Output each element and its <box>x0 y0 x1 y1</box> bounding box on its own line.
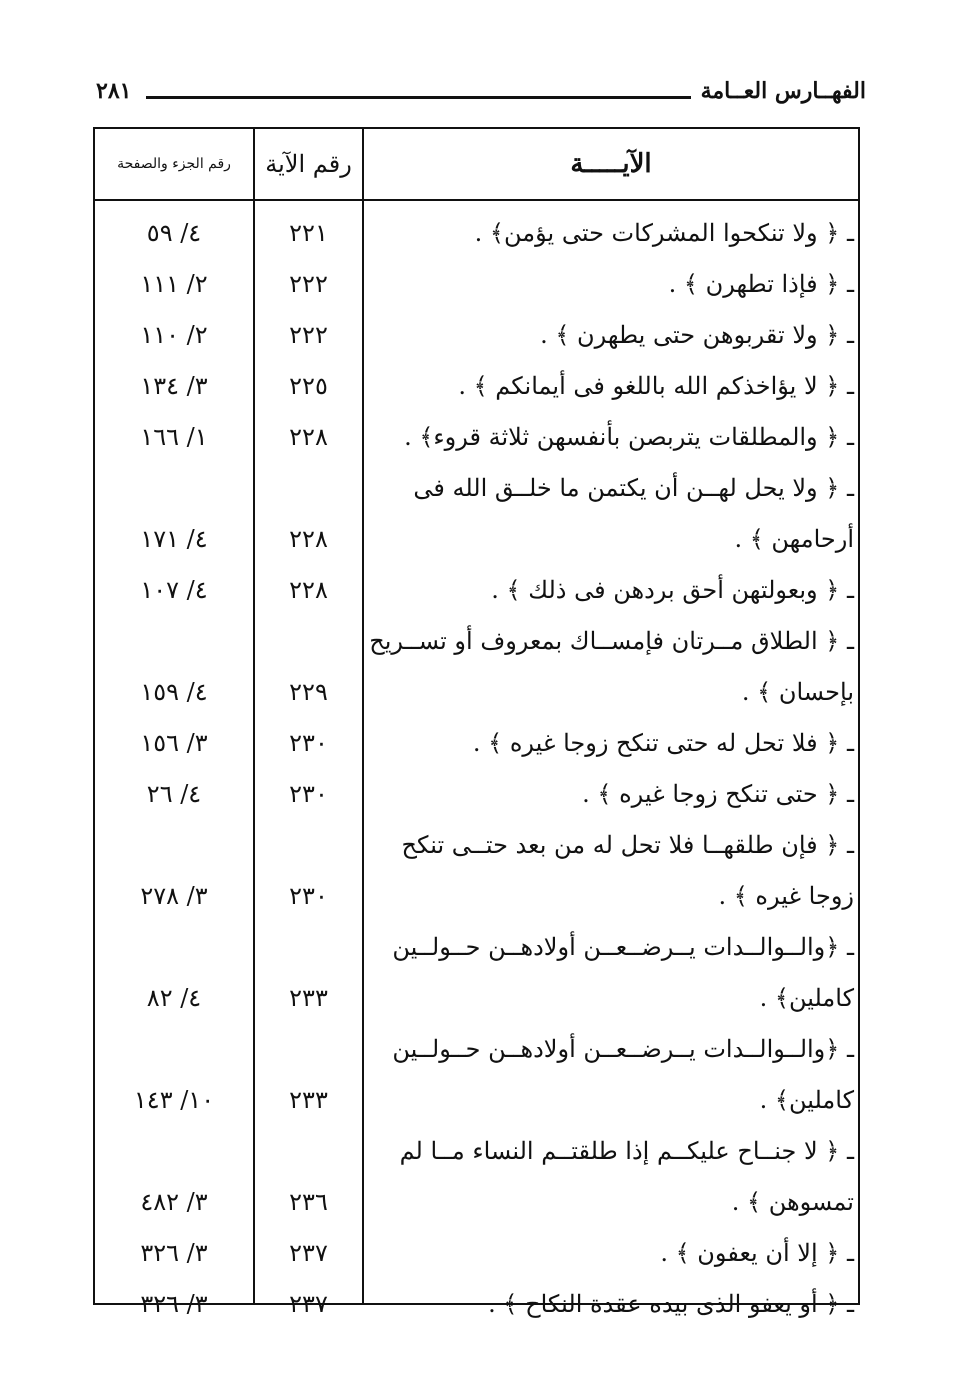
verse-number-cell: ٢٢٢ <box>289 270 328 298</box>
running-title: الفهــارس العــامة <box>700 78 866 104</box>
verse-cell <box>364 259 854 310</box>
table-row <box>95 412 858 463</box>
verse-number-cell: ٢٢٨ <box>289 576 328 604</box>
table-row <box>95 259 858 310</box>
table-row <box>95 1126 858 1228</box>
verse-line: تمسوهن ﴾ . <box>731 1188 854 1216</box>
table-row <box>95 1024 858 1126</box>
volume-page-cell: ٤/ ٥٩ <box>146 219 202 247</box>
verse-line: ـ ﴿ والمطلقات يتربصن بأنفسهن ثلاثة قروء﴾ . <box>404 423 854 451</box>
table-row <box>95 1279 858 1330</box>
header-row-rule <box>95 199 858 201</box>
index-table <box>93 127 860 1318</box>
verse-number-cell: ٢٢٨ <box>289 525 328 553</box>
column-header-volume-page: رقم الجزء والصفحة <box>117 156 231 172</box>
volume-page-cell: ٤/ ١٥٩ <box>140 678 208 706</box>
table-row <box>95 565 858 616</box>
verse-line: ـ ﴿ لا جنــاح عليكــم إذا طلقتــم النساء مــا لم <box>399 1137 854 1165</box>
table-row <box>95 718 858 769</box>
verse-line: ـ ﴿ ولا تنكحوا المشركات حتى يؤمن﴾ . <box>474 219 854 247</box>
verse-line: ـ ﴿ الطلاق مــرتان فإمســاك بمعروف أو تســريح <box>369 627 854 655</box>
verse-number-cell: ٢٣٦ <box>289 1188 328 1216</box>
table-row <box>95 616 858 718</box>
verse-line: أرحامهن ﴾ . <box>734 525 854 553</box>
volume-page-cell: ٢/ ١١٠ <box>140 321 208 349</box>
table-row <box>95 769 858 820</box>
table-row <box>95 310 858 361</box>
verse-line: بإحسان ﴾ . <box>741 678 854 706</box>
verse-line: ـ ﴿ وبعولتهن أحق بردهن فى ذلك ﴾ . <box>491 576 854 604</box>
volume-page-cell: ٣/ ٢٧٨ <box>140 882 208 910</box>
verse-line: ـ ﴿ فإن طلقهــا فلا تحل له من بعد حتــى تنكح <box>401 831 854 859</box>
column-header-verse-number: رقم الآية <box>265 150 352 178</box>
verse-cell <box>364 1279 854 1330</box>
header-rule <box>146 96 691 99</box>
verse-line: ـ ﴿ فإذا تطهرن ﴾ . <box>668 270 854 298</box>
verse-cell <box>364 208 854 259</box>
verse-cell <box>364 1228 854 1279</box>
verse-cell <box>364 616 854 718</box>
table-row <box>95 208 858 259</box>
verse-cell <box>364 1126 854 1228</box>
volume-page-cell: ١٠/ ١٤٣ <box>133 1086 215 1114</box>
verse-line: ـ ﴿ فلا تحل له حتى تنكح زوجا غيره ﴾ . <box>472 729 854 757</box>
verse-line: كاملين﴾ . <box>759 1086 854 1114</box>
verse-line: ـ ﴿ لا يؤاخذكم الله باللغو فى أيمانكم ﴾ . <box>458 372 854 400</box>
verse-number-cell: ٢٣٧ <box>289 1290 328 1318</box>
table-row <box>95 463 858 565</box>
volume-page-cell: ٢/ ١١١ <box>140 270 208 298</box>
volume-page-cell: ٤/ ٢٦ <box>146 780 202 808</box>
table-row <box>95 820 858 922</box>
verse-line: ـ ﴿ حتى تنكح زوجا غيره ﴾ . <box>582 780 854 808</box>
verse-number-cell: ٢٢٩ <box>289 678 328 706</box>
page-number: ٢٨١ <box>96 78 132 104</box>
verse-line: ـ ﴿والــوالــدات يــرضــعــن أولادهــن حــولــين <box>392 933 854 961</box>
verse-cell <box>364 412 854 463</box>
verse-number-cell: ٢٢٢ <box>289 321 328 349</box>
verse-number-cell: ٢٣٣ <box>289 1086 328 1114</box>
verse-line: ـ ﴿ إلا أن يعفون ﴾ . <box>660 1239 854 1267</box>
verse-cell <box>364 922 854 1024</box>
verse-line: ـ ﴿والــوالــدات يــرضــعــن أولادهــن حــولــين <box>392 1035 854 1063</box>
volume-page-cell: ١/ ١٦٦ <box>140 423 208 451</box>
volume-page-cell: ٤/ ١٧١ <box>140 525 208 553</box>
volume-page-cell: ٤/ ٨٢ <box>146 984 202 1012</box>
verse-number-cell: ٢٢٨ <box>289 423 328 451</box>
verse-number-cell: ٢٣٣ <box>289 984 328 1012</box>
table-row <box>95 1228 858 1279</box>
volume-page-cell: ٣/ ٣٢٦ <box>140 1239 208 1267</box>
verse-cell <box>364 1024 854 1126</box>
verse-cell <box>364 718 854 769</box>
verse-line: ـ ﴿ ولا تقربوهن حتى يطهرن ﴾ . <box>540 321 854 349</box>
volume-page-cell: ٤/ ١٠٧ <box>140 576 208 604</box>
verse-cell <box>364 463 854 565</box>
verse-cell <box>364 820 854 922</box>
verse-line: زوجا غيره ﴾ . <box>718 882 854 910</box>
table-row <box>95 922 858 1024</box>
verse-number-cell: ٢٣٠ <box>289 780 328 808</box>
verse-line: ـ ﴿ ولا يحل لهــن أن يكتمن ما خلــق الله فى <box>413 474 854 502</box>
volume-page-cell: ٣/ ٣٢٦ <box>140 1290 208 1318</box>
table-row <box>95 361 858 412</box>
verse-cell <box>364 769 854 820</box>
verse-number-cell: ٢٣٧ <box>289 1239 328 1267</box>
volume-page-cell: ٣/ ١٣٤ <box>140 372 208 400</box>
verse-line: ـ ﴿ أو يعفو الذى بيده عقدة النكاح ﴾ . <box>488 1290 854 1318</box>
verse-number-cell: ٢٢١ <box>289 219 328 247</box>
verse-line: كاملين﴾ . <box>759 984 854 1012</box>
verse-number-cell: ٢٢٥ <box>289 372 328 400</box>
verse-number-cell: ٢٣٠ <box>289 882 328 910</box>
column-header-verse: الآيـــــة <box>570 149 652 179</box>
volume-page-cell: ٣/ ٤٨٢ <box>140 1188 208 1216</box>
verse-cell <box>364 361 854 412</box>
verse-number-cell: ٢٣٠ <box>289 729 328 757</box>
page-header <box>96 78 866 118</box>
volume-page-cell: ٣/ ١٥٦ <box>140 729 208 757</box>
verse-cell <box>364 310 854 361</box>
verse-cell <box>364 565 854 616</box>
